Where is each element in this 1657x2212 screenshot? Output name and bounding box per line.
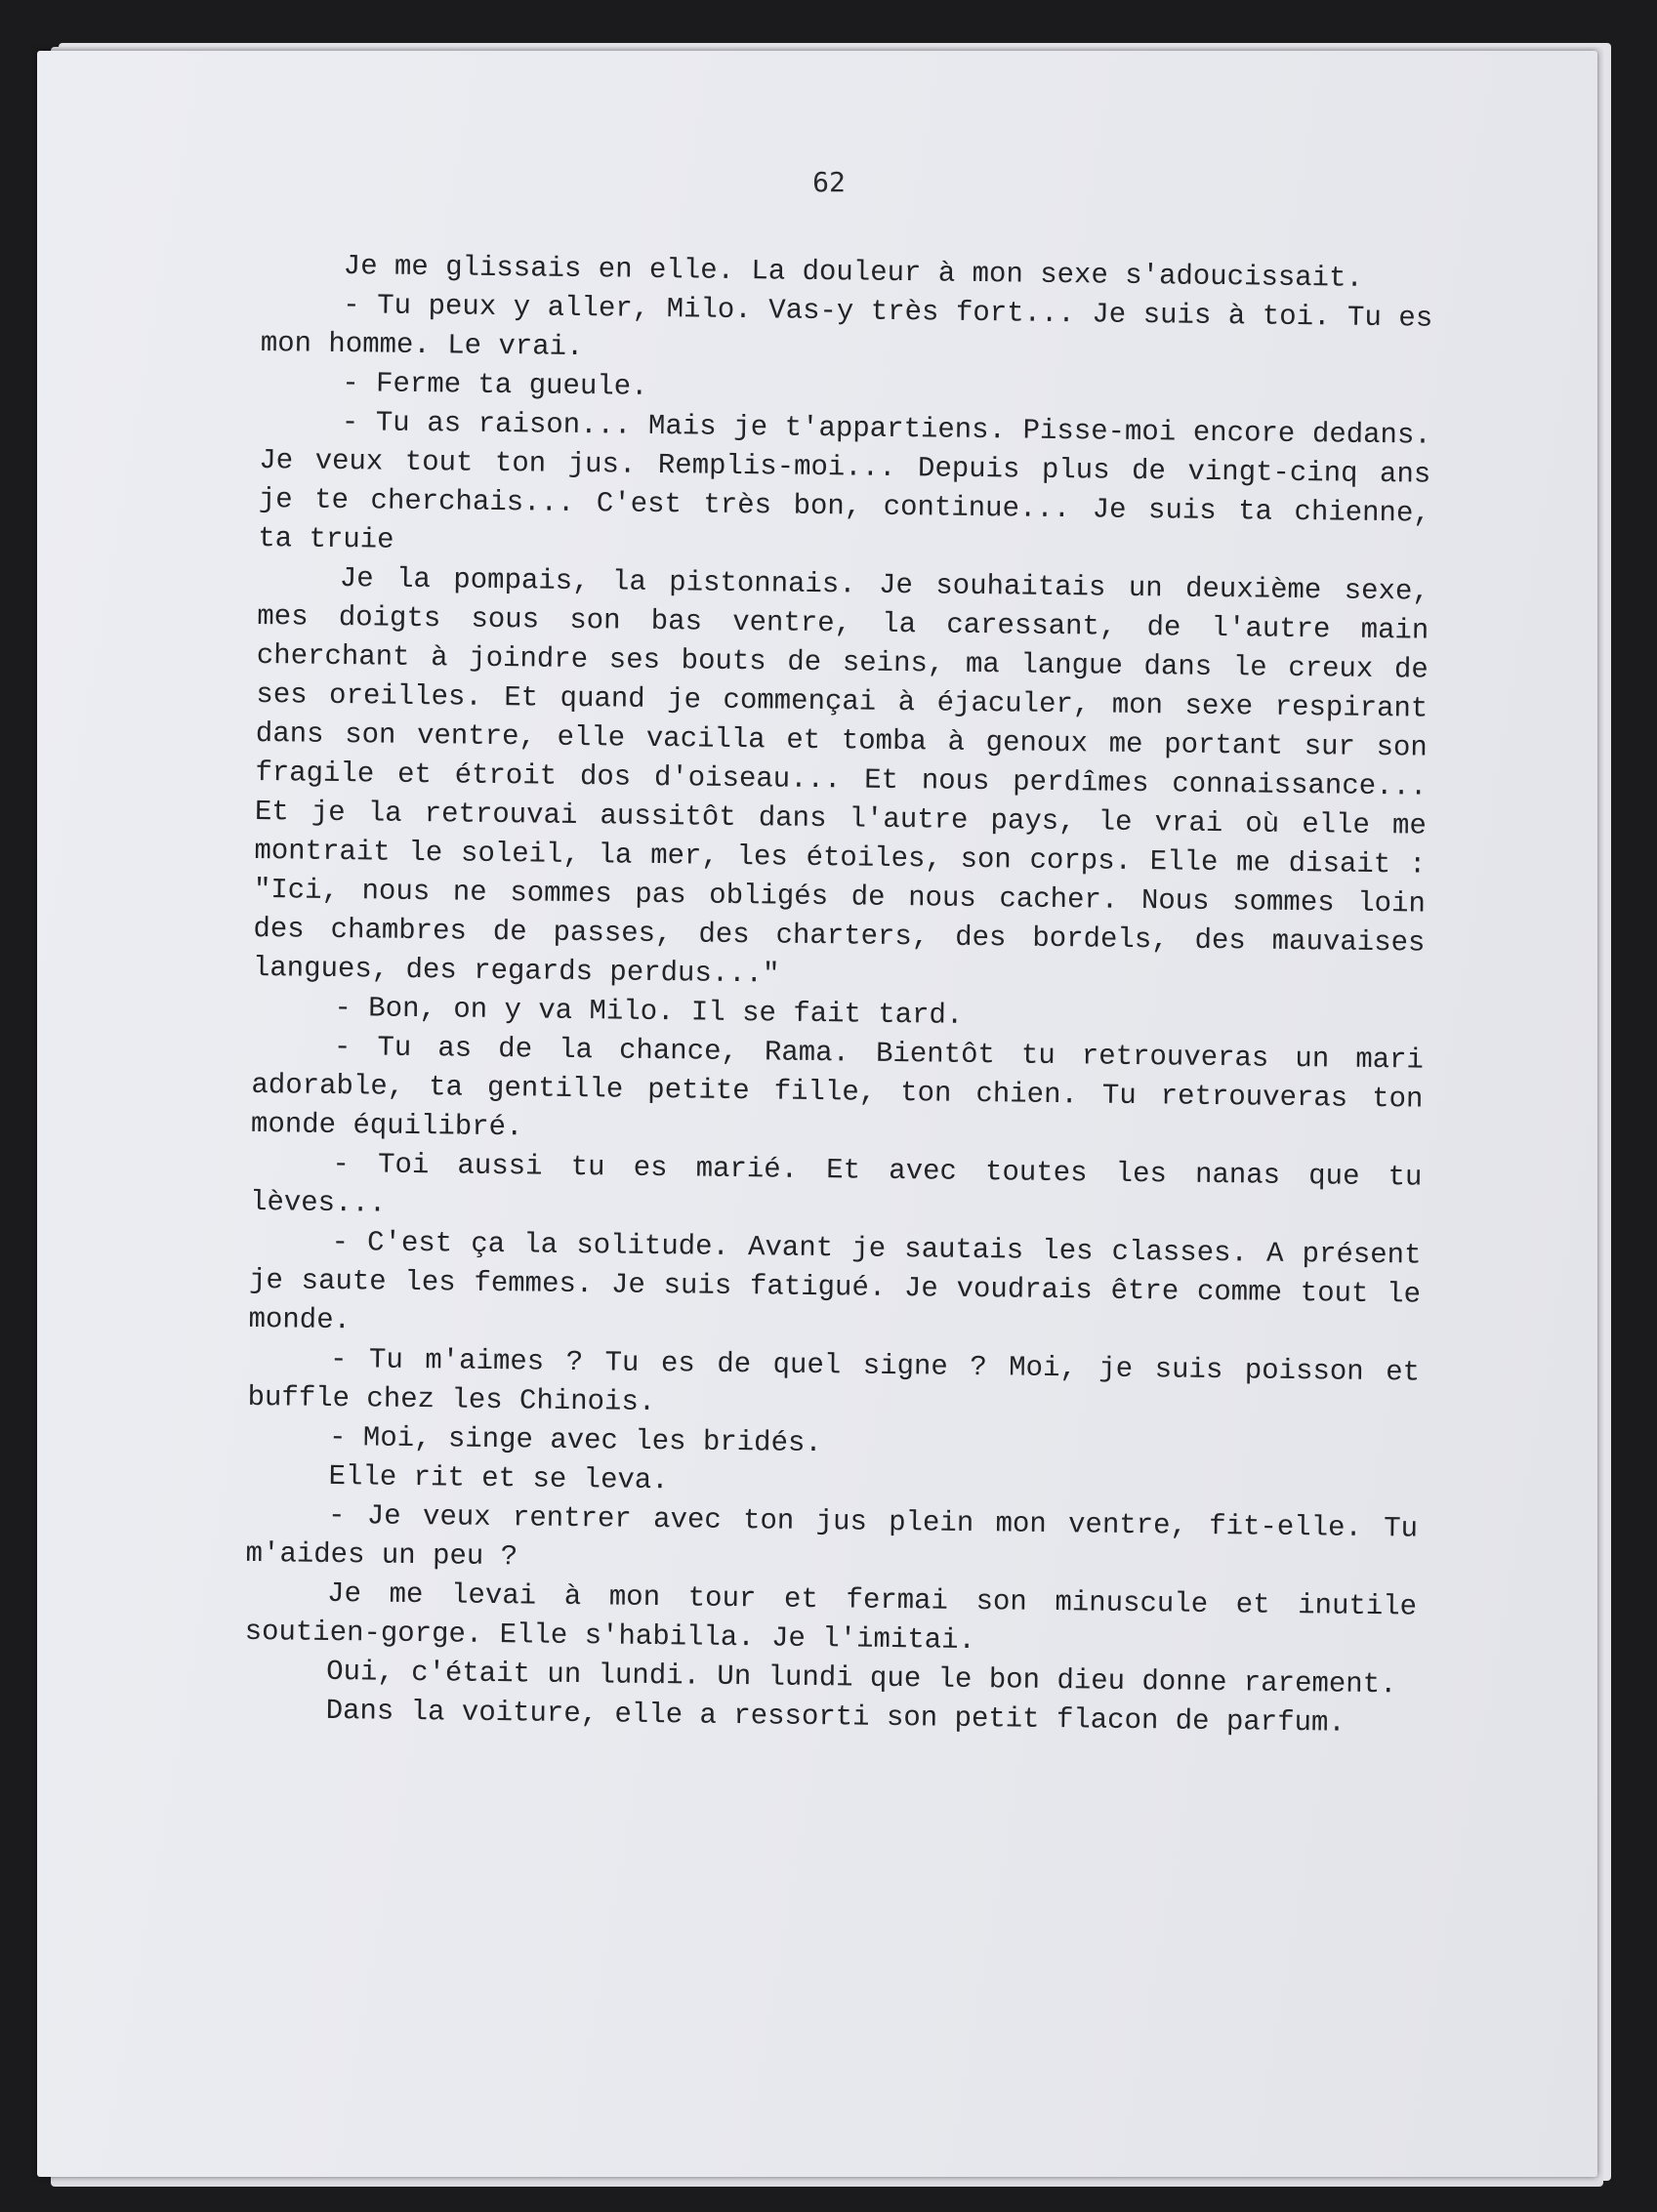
paragraph: Dans la voiture, elle a ressorti son petit flacon de parfum. [325, 1694, 1346, 1740]
paragraph: - Tu as raison... Mais je t'appartiens. Pisse-moi encore dedans. Je veux tout ton jus. Remplis-moi... Depuis plus de vingt-cinq ans je te cherchais... C'est très bon, continue... Je suis ta chienne, ta truie [258, 406, 1431, 556]
paragraph: Je me levai à mon tour et fermai son minuscule et inutile soutien-gorge. Elle s'habilla. Je l'imitai. [244, 1577, 1418, 1658]
paragraph: - Moi, singe avec les bridés. [328, 1420, 822, 1460]
paragraph: - C'est ça la solitude. Avant je sautais les classes. A présent je saute les femmes. Je suis fatigué. Je voudrais être comme tout le monde. [248, 1225, 1422, 1337]
document-page [37, 51, 1597, 2177]
page-number: 62 [812, 166, 846, 198]
paragraph: Je me glissais en elle. La douleur à mon sexe s'adoucissait. [343, 250, 1364, 295]
body-text [243, 246, 1432, 1744]
paragraph: - Tu m'aimes ? Tu es de quel signe ? Moi, je suis poisson et buffle chez les Chinois. [247, 1342, 1421, 1419]
paragraph: - Tu peux y aller, Milo. Vas-y très fort... Je suis à toi. Tu es mon homme. Le vrai. [260, 289, 1433, 364]
paragraph: - Toi aussi tu es marié. Et avec toutes les nanas que tu lèves... [249, 1147, 1423, 1220]
paragraph: - Bon, on y va Milo. Il se fait tard. [334, 991, 964, 1032]
paragraph: Je la pompais, la pistonnais. Je souhaitais un deuxième sexe, mes doigts sous son bas ventre, la caressant, de l'autre main cherchant à joindre ses bouts de seins, ma langue dans le creux de ses oreilles. Et quand je commençai à éjaculer, mon sexe respirant dans son ventre, elle vacilla et tomba à genoux me portant sur son fragile et étroit dos d'oiseau... Et nous perdîmes connaissance... Et je la retrouvai aussitôt dans l'autre pays, le vrai où elle me montrait le soleil, la mer, les étoiles, son corps. Elle me disait : "Ici, nous ne sommes pas obligés de nous cacher. Nous sommes loin des chambres de passes, des charters, des bordels, des mauvaises langues, des regards perdus..." [252, 562, 1429, 991]
paragraph: - Tu as de la chance, Rama. Bientôt tu retrouveras un mari adorable, ta gentille petite fille, ton chien. Tu retrouveras ton monde équilibré. [250, 1030, 1425, 1144]
paragraph: - Je veux rentrer avec ton jus plein mon ventre, fit-elle. Tu m'aides un peu ? [245, 1498, 1419, 1574]
paragraph: Elle rit et se leva. [328, 1459, 669, 1497]
paragraph: Oui, c'était un lundi. Un lundi que le bon dieu donne rarement. [325, 1655, 1397, 1701]
paragraph: - Ferme ta gueule. [342, 367, 648, 403]
